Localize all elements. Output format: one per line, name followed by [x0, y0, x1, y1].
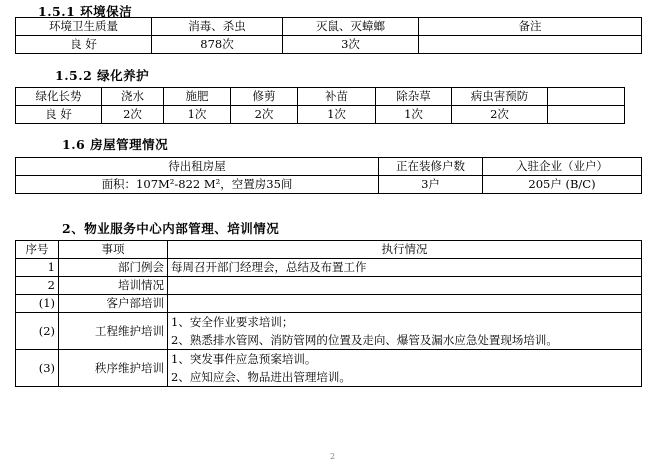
row-item: 客户部培训 — [59, 295, 168, 313]
housing-value: 205户 (B/C) — [483, 176, 642, 194]
greening-value: 1次 — [298, 106, 376, 124]
greening-header: 浇水 — [102, 88, 164, 106]
row-detail: 1、突发事件应急预案培训。 2、应知应会、物品进出管理培训。 — [168, 350, 642, 387]
cleaning-value: 878次 — [152, 36, 283, 54]
table-row — [16, 259, 642, 277]
cleaning-value: 良 好 — [16, 36, 152, 54]
management-table — [15, 240, 642, 387]
greening-value: 2次 — [452, 106, 548, 124]
row-item: 秩序维护培训 — [59, 350, 168, 387]
cleaning-header: 灭鼠、灭蟑螂 — [283, 18, 419, 36]
row-detail — [168, 295, 642, 313]
table-row — [16, 313, 642, 350]
greening-header: 除杂草 — [376, 88, 452, 106]
greening-value: 2次 — [231, 106, 298, 124]
row-detail: 每周召开部门经理会，总结及布置工作 — [168, 259, 642, 277]
section-heading-housing: 1.6 房屋管理情况 — [62, 137, 169, 152]
greening-header: 病虫害预防 — [452, 88, 548, 106]
housing-header: 入驻企业（业户） — [483, 158, 642, 176]
greening-value: 良 好 — [16, 106, 102, 124]
table-row — [16, 295, 642, 313]
greening-header — [548, 88, 625, 106]
cleaning-value — [419, 36, 642, 54]
greening-header: 修剪 — [231, 88, 298, 106]
row-item: 工程维护培训 — [59, 313, 168, 350]
section-heading-cleaning: 1.5.1 环境保洁 — [38, 4, 133, 19]
row-number: (3) — [16, 350, 59, 387]
row-number: (2) — [16, 313, 59, 350]
greening-value: 1次 — [164, 106, 231, 124]
management-header: 执行情况 — [168, 241, 642, 259]
row-detail — [168, 277, 642, 295]
table-row — [16, 350, 642, 387]
greening-header: 绿化长势 — [16, 88, 102, 106]
cleaning-value: 3次 — [283, 36, 419, 54]
greening-header: 补苗 — [298, 88, 376, 106]
row-number: 2 — [16, 277, 59, 295]
row-number: 1 — [16, 259, 59, 277]
management-header: 事项 — [59, 241, 168, 259]
greening-header: 施肥 — [164, 88, 231, 106]
table-row — [16, 277, 642, 295]
cleaning-header: 消毒、杀虫 — [152, 18, 283, 36]
housing-value: 3户 — [379, 176, 483, 194]
cleaning-table — [15, 17, 642, 54]
management-header: 序号 — [16, 241, 59, 259]
housing-value: 面积：107M²-822 M²，空置房35间 — [16, 176, 379, 194]
greening-value — [548, 106, 625, 124]
greening-table — [15, 87, 625, 124]
row-detail: 1、安全作业要求培训； 2、熟悉排水管网、消防管网的位置及走向、爆管及漏水应急处置现场培训。 — [168, 313, 642, 350]
cleaning-header: 环境卫生质量 — [16, 18, 152, 36]
row-item: 培训情况 — [59, 277, 168, 295]
greening-value: 2次 — [102, 106, 164, 124]
housing-header: 待出租房屋 — [16, 158, 379, 176]
section-heading-greening: 1.5.2 绿化养护 — [55, 68, 150, 83]
row-item: 部门例会 — [59, 259, 168, 277]
page-number: 2 — [330, 452, 336, 461]
section-heading-internal-management: 2、物业服务中心内部管理、培训情况 — [62, 221, 280, 236]
cleaning-header: 备注 — [419, 18, 642, 36]
housing-table — [15, 157, 642, 194]
greening-value: 1次 — [376, 106, 452, 124]
housing-header: 正在装修户数 — [379, 158, 483, 176]
row-number: (1) — [16, 295, 59, 313]
